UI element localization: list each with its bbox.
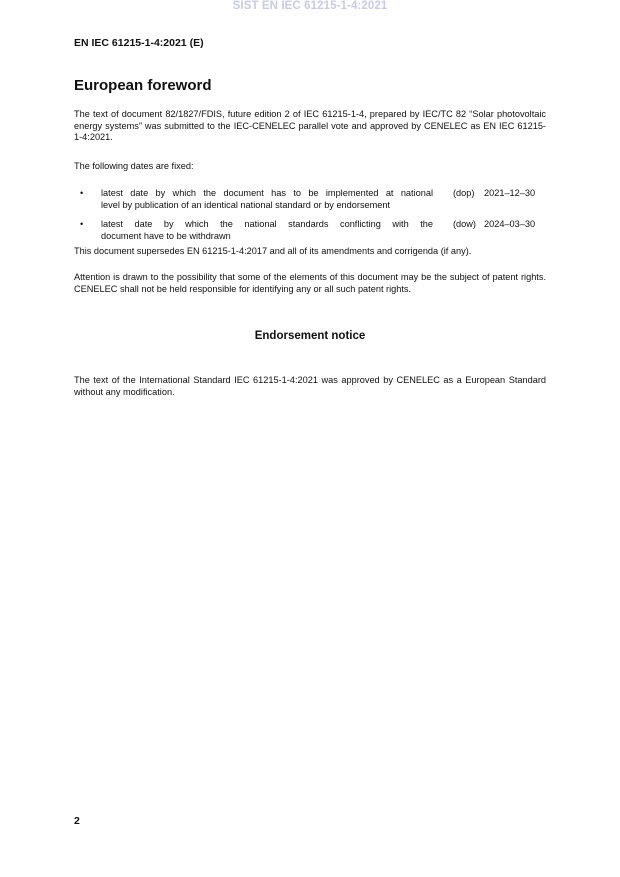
date-description [101,188,433,211]
supersedes-paragraph: This document supersedes EN 61215-1-4:2017 and all of its amendments and corrigenda (if any). [74,246,472,256]
date-description-line-2: document have to be withdrawn [101,230,231,241]
patent-attention-paragraph: Attention is drawn to the possibility that some of the elements of this document may be the subject of patent rights. CENELEC shall not be held responsible for identifying any or all such patent rights. [74,272,546,294]
endorsement-title: Endorsement notice [254,330,366,342]
dates-intro-paragraph: The following dates are fixed: [74,161,194,171]
foreword-intro-paragraph: The text of document 82/1827/FDIS, future edition 2 of IEC 61215-1-4, prepared by IEC/TC 82 “Solar photovoltaic energy systems” was submitted to the IEC-CENELEC parallel vote and approved by CENELEC as EN IEC 61215-1-4:2021. [74,109,546,143]
date-value: 2021–12–30 [484,188,536,198]
date-description-line-1: latest date by which the document has to be implemented at national [101,188,433,198]
date-code: (dow) [453,219,476,229]
bullet-icon: • [80,219,84,229]
bullet-icon: • [80,188,84,198]
date-value: 2024–03–30 [484,219,536,229]
date-description-line-2: level by publication of an identical national standard or by endorsement [101,199,391,210]
date-description-line-1: latest date by which the national standards conflicting with the [101,219,433,229]
page-number: 2 [74,815,80,827]
foreword-title: European foreword [74,77,212,94]
endorsement-paragraph: The text of the International Standard IEC 61215-1-4:2021 was approved by CENELEC as a European Standard without any modification. [74,375,546,397]
document-id-header: EN IEC 61215-1-4:2021 (E) [74,37,204,49]
watermark: SIST EN IEC 61215-1-4:2021 [232,0,388,12]
date-description [101,219,433,242]
date-code: (dop) [453,188,475,198]
